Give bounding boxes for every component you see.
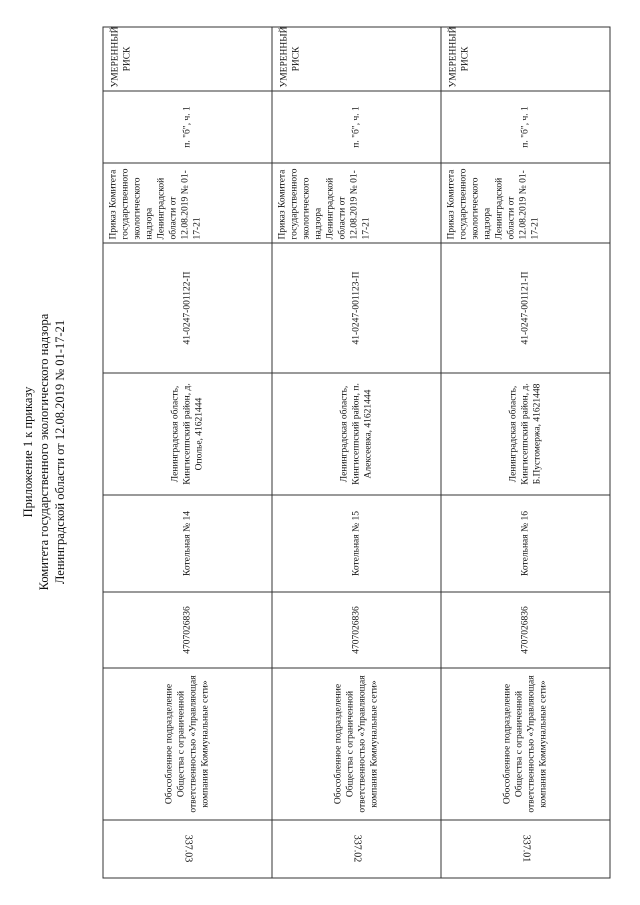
inn-value: 4707026836 — [103, 592, 272, 668]
document-header — [20, 122, 100, 782]
criteria-paragraph: п. "б", ч. 1 — [441, 91, 610, 163]
object-name: Котельная № 15 — [272, 495, 441, 592]
inn-value: 4707026836 — [272, 592, 441, 668]
object-name: Котельная № 16 — [441, 495, 610, 592]
organization-name: Обособленное подразделение Общества с ограниченной ответственностью «Управляющая компания Коммунальные сети» — [103, 668, 272, 820]
row-number: 337.01 — [441, 820, 610, 878]
table-row — [103, 27, 272, 878]
criteria-paragraph: п. "б", ч. 1 — [103, 91, 272, 163]
object-code: 41-0247-001123-П — [272, 243, 441, 373]
inn-value: 4707026836 — [441, 592, 610, 668]
row-number: 337.03 — [103, 820, 272, 878]
organization-name: Обособленное подразделение Общества с ограниченной ответственностью «Управляющая компания Коммунальные сети» — [441, 668, 610, 820]
risk-category: УМЕРЕННЫЙ РИСК — [441, 27, 610, 91]
object-address: Ленинградская область, Кингисеппский район, п. Алексеевка, 41621444 — [272, 373, 441, 495]
row-number: 337.02 — [272, 820, 441, 878]
order-reference: Приказ Комитета государственного экологического надзора Ленинградской области от 12.08.2019 № 01-17-21 — [272, 163, 441, 243]
order-reference: Приказ Комитета государственного экологического надзора Ленинградской области от 12.08.2019 № 01-17-21 — [103, 163, 272, 243]
risk-category: УМЕРЕННЫЙ РИСК — [103, 27, 272, 91]
object-code: 41-0247-001122-П — [103, 243, 272, 373]
risk-category: УМЕРЕННЫЙ РИСК — [272, 27, 441, 91]
table-row — [441, 27, 610, 878]
object-name: Котельная № 14 — [103, 495, 272, 592]
table-row — [272, 27, 441, 878]
organization-name: Обособленное подразделение Общества с ограниченной ответственностью «Управляющая компания Коммунальные сети» — [272, 668, 441, 820]
criteria-paragraph: п. "б", ч. 1 — [272, 91, 441, 163]
registry-table — [102, 26, 610, 878]
object-address: Ленинградская область, Кингисеппский район, д. Ополье, 41621444 — [103, 373, 272, 495]
object-address: Ленинградская область, Кингисеппский район, д. Б.Пустомержа, 41621448 — [441, 373, 610, 495]
header-line-3: Ленинградской области от 12.08.2019 № 01-17-21 — [53, 319, 67, 585]
object-code: 41-0247-001121-П — [441, 243, 610, 373]
order-reference: Приказ Комитета государственного экологического надзора Ленинградской области от 12.08.2019 № 01-17-21 — [441, 163, 610, 243]
registry-table-container — [102, 27, 610, 878]
header-line-1: Приложение 1 к приказу — [21, 386, 35, 518]
header-line-2: Комитета государственного экологического надзора — [37, 313, 51, 591]
